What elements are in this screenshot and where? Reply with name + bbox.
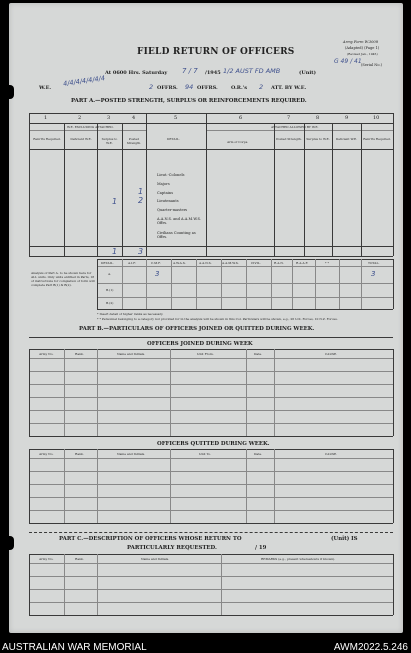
rule xyxy=(29,410,393,411)
rule xyxy=(29,349,393,350)
part-a-title: PART A.—POSTED STRENGTH, SURPLUS OR REINFORCEMENTS REQUIRED. xyxy=(71,98,307,104)
part-c-title: PART C.—DESCRIPTION OF OFFICERS WHOSE RETURN TO xyxy=(59,536,242,542)
col-number: 4 xyxy=(132,115,136,121)
rank-label: Lieut.-Colonels xyxy=(157,173,185,177)
rule xyxy=(29,423,393,424)
quitted-col-header: Date. xyxy=(254,452,263,456)
col-number: 2 xyxy=(78,115,82,121)
analysis-header: A.A.N.S. xyxy=(199,261,212,265)
rule xyxy=(393,449,394,523)
analysis-header: A.W.A.S. xyxy=(173,261,186,265)
rule xyxy=(29,602,393,603)
rule xyxy=(361,259,362,309)
rule xyxy=(29,149,393,150)
date-line: At 0600 Hrs. Saturday xyxy=(105,70,168,76)
footer-institution: AUSTRALIAN WAR MEMORIAL xyxy=(2,642,147,653)
rank-label: A.A.N.S. and A.A.M.W.S. Offrs. xyxy=(157,217,202,225)
rule xyxy=(97,266,393,267)
rule xyxy=(29,615,393,616)
analysis-header: R.A.A.F. xyxy=(296,261,309,265)
rule xyxy=(206,113,207,256)
rule xyxy=(122,259,123,309)
rule xyxy=(97,259,393,260)
quitted-col-header: Unit To. xyxy=(199,452,212,456)
rule xyxy=(246,349,247,436)
rank-label: Majors xyxy=(157,182,170,186)
punch-hole xyxy=(5,536,14,550)
we-value: 2 xyxy=(149,83,154,91)
offrs-label: OFFRS. xyxy=(157,85,178,91)
joined-col-header: Name and Initials. xyxy=(117,352,146,356)
detail-header: DETAIL. xyxy=(167,137,180,141)
joined-col-header: Rank. xyxy=(75,352,84,356)
rank-label: Lieutenants xyxy=(157,199,179,203)
rule xyxy=(274,449,275,523)
att-label: ATT. BY W.E. xyxy=(271,85,307,91)
col-number: 8 xyxy=(316,115,320,121)
joined-col-header: Unit From. xyxy=(197,352,214,356)
sub-header: Surplus to W.E. xyxy=(101,137,118,145)
quitted-col-header: Rank. xyxy=(75,452,84,456)
total-entry: 3 xyxy=(138,247,144,256)
joined-col-header: Date. xyxy=(254,352,263,356)
sub-header: Surplus to W.E. xyxy=(306,137,330,141)
offrs2-label: OFFRS. xyxy=(197,85,218,91)
form-title: FIELD RETURN OF OFFICERS xyxy=(137,47,295,57)
total-entry: 1 xyxy=(112,247,118,256)
rule xyxy=(361,123,362,256)
form-adapted: (Adapted) (Page 1) xyxy=(345,46,380,50)
col-number: 10 xyxy=(373,115,380,121)
rule xyxy=(97,259,98,309)
col-number: 5 xyxy=(174,115,178,121)
rule xyxy=(29,436,393,437)
rule xyxy=(339,259,340,309)
hand-entry: 1 xyxy=(138,187,144,196)
col-number: 1 xyxy=(44,115,48,121)
rule xyxy=(146,113,147,256)
form-revised: (Revised Jan., 1945) xyxy=(347,52,378,56)
sub-header: Deficient W.E. xyxy=(335,137,358,141)
rule xyxy=(29,576,393,577)
analysis-aif-value: 3 xyxy=(155,270,160,278)
rule xyxy=(196,259,197,309)
rule xyxy=(29,397,393,398)
rule xyxy=(29,532,393,533)
rule xyxy=(29,371,393,372)
unit-label: (Unit) xyxy=(299,70,316,76)
rule xyxy=(274,349,275,436)
rule xyxy=(29,384,393,385)
part-c-col-header: REMARKS (e.g., present whereabouts if known). xyxy=(261,557,336,561)
rule xyxy=(29,563,393,564)
sub-header: Rein'fts Required. xyxy=(33,137,61,141)
rule xyxy=(97,297,393,298)
part-c-col-header: Rank. xyxy=(75,557,84,561)
analysis-row-label: B.(1) xyxy=(106,288,114,292)
rule xyxy=(29,123,393,124)
rule xyxy=(29,449,30,523)
we-excluding-header: W.E. EXCLUDING ATTACHED. xyxy=(67,125,114,129)
footer-accession: AWM2022.5.246 xyxy=(333,642,408,653)
joined-col-header: CAUSE. xyxy=(325,352,338,356)
footnote: * * Personnel belonging to a category not provided for in the analysis will be shown in this Col. Particulars will be shown, e.g., 26 U.K. Forces, 10 N.Z. Forces. xyxy=(97,317,338,321)
analysis-header: A.A.M.W.S. xyxy=(222,261,239,265)
serial-value: G 49 / 41 xyxy=(334,58,362,65)
rank-label: Captains xyxy=(157,191,174,195)
rank-label: Civilians Counting as Offrs. xyxy=(157,231,196,239)
rule xyxy=(29,458,393,459)
col-number: 7 xyxy=(287,115,291,121)
rule xyxy=(29,246,393,247)
analysis-total-value: 3 xyxy=(371,270,376,278)
rule xyxy=(292,259,293,309)
analysis-row-label: B.(2) xyxy=(106,301,114,305)
rule xyxy=(246,259,247,309)
col-number: 9 xyxy=(345,115,349,121)
analysis-note: Analysis of Part A. to be shown here for ALL units. Only units entitled in Parts, 18 of instructions for completion of form will complete Part B(1) & B(2). xyxy=(31,271,95,287)
analysis-header: TOTAL. xyxy=(368,261,380,265)
rule xyxy=(332,123,333,256)
rule xyxy=(64,123,65,256)
hand-entry: 1 xyxy=(112,197,118,206)
rule xyxy=(97,449,98,523)
rule xyxy=(97,554,98,615)
rule xyxy=(304,123,305,256)
punch-hole xyxy=(5,85,14,99)
rule xyxy=(29,256,393,257)
sub-header: Posted Strength. xyxy=(126,137,142,145)
analysis-header: C.M.F. xyxy=(151,261,161,265)
part-c-unit: (Unit) IS xyxy=(331,536,358,542)
rule xyxy=(393,554,394,615)
part-c-col-header: Name and Initials. xyxy=(141,557,170,561)
joined-title: OFFICERS JOINED DURING WEEK xyxy=(147,341,253,347)
date-value: 7 / 7 xyxy=(182,67,198,75)
sub-header: Posted Strength. xyxy=(276,137,302,141)
footnote: * Insert detail of higher ranks as necessary. xyxy=(97,312,164,316)
we-label: W.E. xyxy=(39,85,52,91)
rule xyxy=(29,497,393,498)
rule xyxy=(171,259,172,309)
serial-label: (Serial No.) xyxy=(361,63,383,67)
rank-label: Quarter-masters xyxy=(157,208,188,212)
hand-scribble: 4/4/4/4/4/4/4 xyxy=(62,74,106,88)
sub-header: Rein'fts Required. xyxy=(363,137,391,141)
analysis-row-label: A. xyxy=(108,272,112,276)
quitted-col-header: CAUSE. xyxy=(325,452,338,456)
part-c-col-header: Army No. xyxy=(39,557,54,561)
rule xyxy=(393,113,394,256)
rule xyxy=(29,523,393,524)
rule xyxy=(221,259,222,309)
col-number: 6 xyxy=(239,115,243,121)
rule xyxy=(29,113,393,114)
rule xyxy=(271,259,272,309)
rule xyxy=(29,130,146,131)
part-c-date: / 19 xyxy=(255,545,267,551)
quitted-col-header: Army No. xyxy=(39,452,54,456)
rule xyxy=(29,337,393,338)
analysis-header: A.I.F. xyxy=(128,261,136,265)
analysis-header: * * xyxy=(325,261,329,265)
rule xyxy=(29,471,393,472)
rule xyxy=(97,309,393,310)
quitted-col-header: Name and Initials. xyxy=(117,452,146,456)
arm-header: Arm of Corps. xyxy=(227,140,249,144)
rule xyxy=(29,113,30,256)
rule xyxy=(29,349,30,436)
rule xyxy=(29,358,393,359)
attached-header: ATTACHED ALLOWED BY W.E. xyxy=(271,125,319,129)
form-number: Army Form W.3008 xyxy=(343,40,378,44)
rule xyxy=(393,259,394,309)
rule xyxy=(274,123,275,256)
rule xyxy=(393,349,394,436)
ors-value: 2 xyxy=(259,83,264,91)
rule xyxy=(97,283,393,284)
joined-col-header: Army No. xyxy=(39,352,54,356)
rule xyxy=(170,449,171,523)
rule xyxy=(29,554,393,555)
rule xyxy=(64,449,65,523)
part-c-title2: PARTICULARLY REQUESTED. xyxy=(127,545,217,551)
rule xyxy=(97,349,98,436)
sub-header: Deficient W.E. xyxy=(70,137,92,141)
rule xyxy=(29,484,393,485)
quitted-title: OFFICERS QUITTED DURING WEEK. xyxy=(157,441,270,447)
rule xyxy=(29,589,393,590)
rule xyxy=(29,554,30,615)
offrs-value: 94 xyxy=(185,83,194,91)
analysis-header: CIVIL. xyxy=(251,261,261,265)
rule xyxy=(315,259,316,309)
rule xyxy=(64,554,65,615)
unit-value: 1/2 AUST FD AMB xyxy=(223,67,281,75)
rule xyxy=(29,449,393,450)
rule xyxy=(146,259,147,309)
hand-entry: 2 xyxy=(138,196,144,205)
rule xyxy=(170,349,171,436)
rule xyxy=(221,554,222,615)
ors-label: O.R.'s xyxy=(231,85,248,91)
year: /1945 xyxy=(205,70,221,76)
analysis-header: DETAIL. xyxy=(101,261,114,265)
rule xyxy=(246,449,247,523)
col-number: 3 xyxy=(107,115,111,121)
rule xyxy=(206,130,393,131)
rule xyxy=(29,510,393,511)
form-sheet xyxy=(9,3,403,633)
analysis-header: R.A.N. xyxy=(274,261,284,265)
part-b-title: PART B.—PARTICULARS OF OFFICERS JOINED OR QUITTED DURING WEEK. xyxy=(79,326,315,332)
rule xyxy=(64,349,65,436)
